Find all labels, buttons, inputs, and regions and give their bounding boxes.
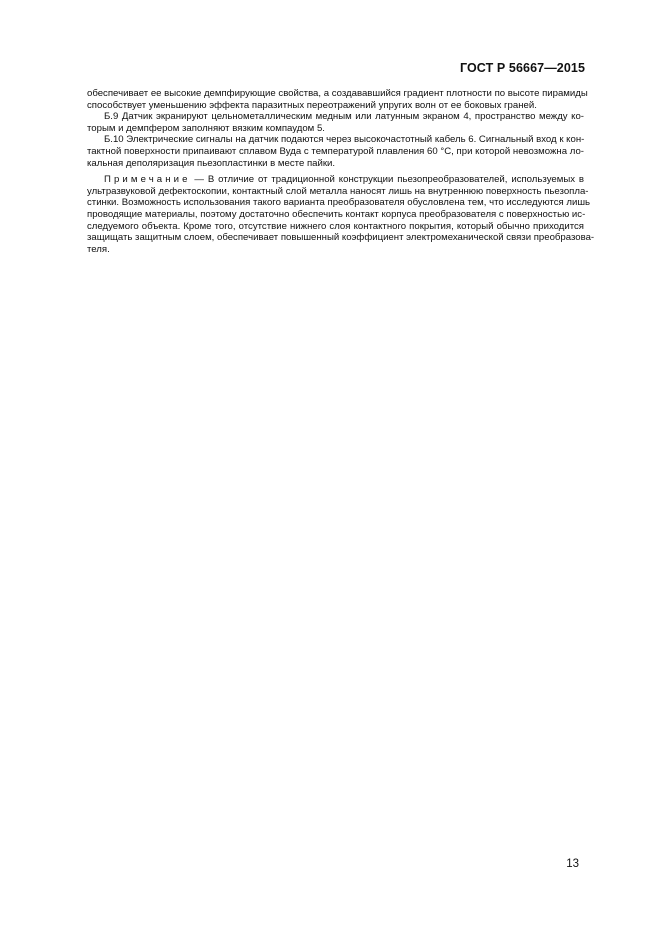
text-line: Б.10 Электрические сигналы на датчик подаются через высокочастотный кабель 6. Сигнальный вход к кон- bbox=[104, 134, 585, 146]
text-line: стинки. Возможность использования такого варианта преобразователя обусловлена тем, что исследуются лишь bbox=[87, 197, 591, 209]
text-line: защищать защитным слоем, обеспечивает повышенный коэффициент электромеханической связи преобразова- bbox=[87, 232, 595, 244]
paragraph-b10 bbox=[87, 134, 584, 169]
text-line: тактной поверхности припаивают сплавом Вуда с температурой плавления 60 °С, при которой невозможна ло- bbox=[87, 145, 584, 157]
note-text: — В отличие от традиционной конструкции пьезопреобразователей, используемых в bbox=[190, 174, 584, 186]
note-label: Примечание bbox=[104, 174, 191, 186]
document-body bbox=[87, 88, 595, 255]
text-line bbox=[87, 174, 584, 186]
paragraph-b9 bbox=[87, 111, 584, 134]
paragraph-continuation bbox=[87, 88, 588, 111]
text-line: способствует уменьшению эффекта паразитных переотражений упругих волн от ее боковых граней. bbox=[87, 99, 537, 111]
text-line: теля. bbox=[87, 243, 110, 255]
page-number: 13 bbox=[566, 858, 579, 870]
text-line: Б.9 Датчик экранируют цельнометаллическим медным или латунным экраном 4, пространство между ко- bbox=[104, 111, 584, 123]
text-line: кальная деполяризация пьезопластинки в месте пайки. bbox=[87, 157, 336, 169]
note-paragraph bbox=[87, 174, 595, 255]
text-line: следуемого объекта. Кроме того, отсутствие нижнего слоя контактного покрытия, который обычно приходится bbox=[87, 220, 584, 232]
text-line: ультразвуковой дефектоскопии, контактный слой металла наносят лишь на внутреннюю поверхность пьезопла- bbox=[87, 185, 589, 197]
text-line: проводящие материалы, поэтому достаточно обеспечить контакт корпуса преобразователя с поверхностью ис- bbox=[87, 208, 586, 220]
text-line: торым и демпфером заполняют вязким компаудом 5. bbox=[87, 122, 325, 134]
text-line: обеспечивает ее высокие демпфирующие свойства, а создававшийся градиент плотности по высоте пирамиды bbox=[87, 88, 588, 99]
document-header-standard-id: ГОСТ Р 56667—2015 bbox=[459, 61, 585, 75]
